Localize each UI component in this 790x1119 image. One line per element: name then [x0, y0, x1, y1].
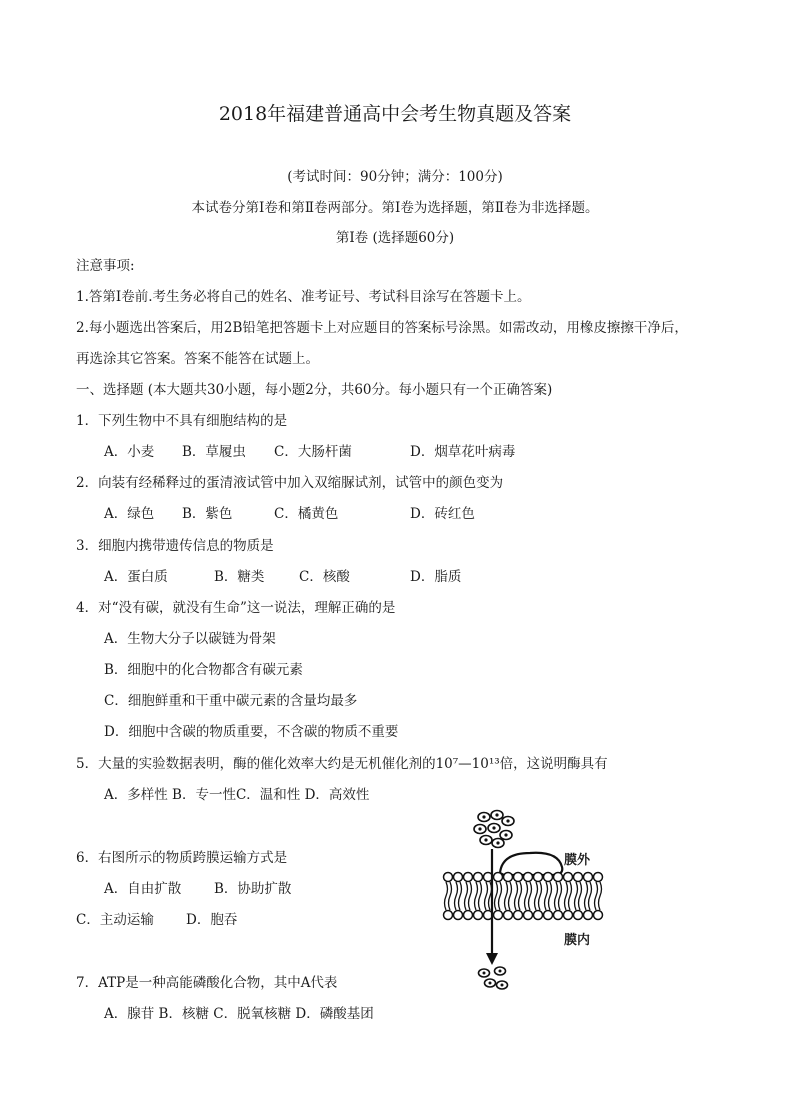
- arrow-head: [486, 953, 498, 965]
- option-c: C．核酸: [299, 569, 350, 585]
- bilayer-tails: [445, 882, 602, 910]
- part-one-heading: 一、选择题 (本大题共30小题，每小题2分，共60分。每小题只有一个正确答案): [76, 382, 553, 398]
- option-d: D．胞吞: [186, 912, 238, 928]
- option-b: B．草履虫: [182, 444, 246, 460]
- option-c: C．细胞鲜重和干重中碳元素的含量均最多: [104, 693, 358, 709]
- option-c: C．橘黄色: [274, 506, 339, 522]
- question-stem: 3．细胞内携带遗传信息的物质是: [76, 538, 274, 554]
- page-title: 2018年福建普通高中会考生物真题及答案: [218, 103, 572, 125]
- option-b: B．协助扩散: [214, 881, 292, 897]
- question-stem: 1．下列生物中不具有细胞结构的是: [76, 413, 288, 429]
- bilayer-bottom-heads: [444, 911, 603, 920]
- carrier-protein: [500, 853, 562, 875]
- question-stem: 2．向装有经稀释过的蛋清液试管中加入双缩脲试剂，试管中的颜色变为: [76, 475, 504, 491]
- note-item: 2.每小题选出答案后，用2B铅笔把答题卡上对应题目的答案标号涂黑。如需改动，用橡皮擦擦干净后，: [76, 320, 688, 336]
- options-line: A．腺苷 B．核糖 C．脱氧核糖 D．磷酸基团: [104, 1006, 374, 1022]
- option-a: A．自由扩散: [104, 881, 182, 897]
- label-outside: 膜外: [564, 853, 591, 868]
- membrane-diagram-svg: [440, 805, 620, 1000]
- option-a: A．小麦: [104, 444, 155, 460]
- intro-text: 本试卷分第Ⅰ卷和第Ⅱ卷两部分。第Ⅰ卷为选择题，第Ⅱ卷为非选择题。: [191, 200, 599, 216]
- option-a: A．生物大分子以碳链为骨架: [104, 631, 276, 647]
- membrane-transport-diagram-icon: [440, 805, 620, 1000]
- label-inside: 膜内: [564, 933, 591, 948]
- option-b: B．紫色: [182, 506, 233, 522]
- question-stem: 7．ATP是一种高能磷酸化合物，其中A代表: [76, 975, 338, 991]
- option-a: A．绿色: [104, 506, 155, 522]
- exam-info: (考试时间：90分钟；满分：100分): [287, 169, 503, 185]
- option-d: D．烟草花叶病毒: [410, 444, 516, 460]
- section-header: 第Ⅰ卷 (选择题60分): [335, 230, 455, 246]
- notes-heading: 注意事项:: [76, 258, 135, 274]
- option-d: D．脂质: [410, 569, 462, 585]
- question-stem: 6．右图所示的物质跨膜运输方式是: [76, 850, 288, 866]
- options-line: A．多样性 B．专一性C．温和性 D．高效性: [104, 787, 370, 803]
- question-stem: 5．大量的实验数据表明，酶的催化效率大约是无机催化剂的10⁷—10¹³倍，这说明酶具有: [76, 756, 608, 772]
- note-item: 再选涂其它答案。答案不能答在试题上。: [76, 351, 319, 367]
- option-d: D．砖红色: [410, 506, 475, 522]
- option-a: A．蛋白质: [104, 569, 168, 585]
- option-d: D．细胞中含碳的物质重要，不含碳的物质不重要: [104, 724, 399, 740]
- option-c: C．大肠杆菌: [274, 444, 352, 460]
- note-item: 1.答第Ⅰ卷前.考生务必将自己的姓名、准考证号、考试科目涂写在答题卡上。: [76, 289, 531, 305]
- question-stem: 4．对“没有碳，就没有生命”这一说法，理解正确的是: [76, 600, 396, 616]
- option-b: B．糖类: [214, 569, 265, 585]
- option-b: B．细胞中的化合物都含有碳元素: [104, 662, 303, 678]
- option-c: C．主动运输: [76, 912, 154, 928]
